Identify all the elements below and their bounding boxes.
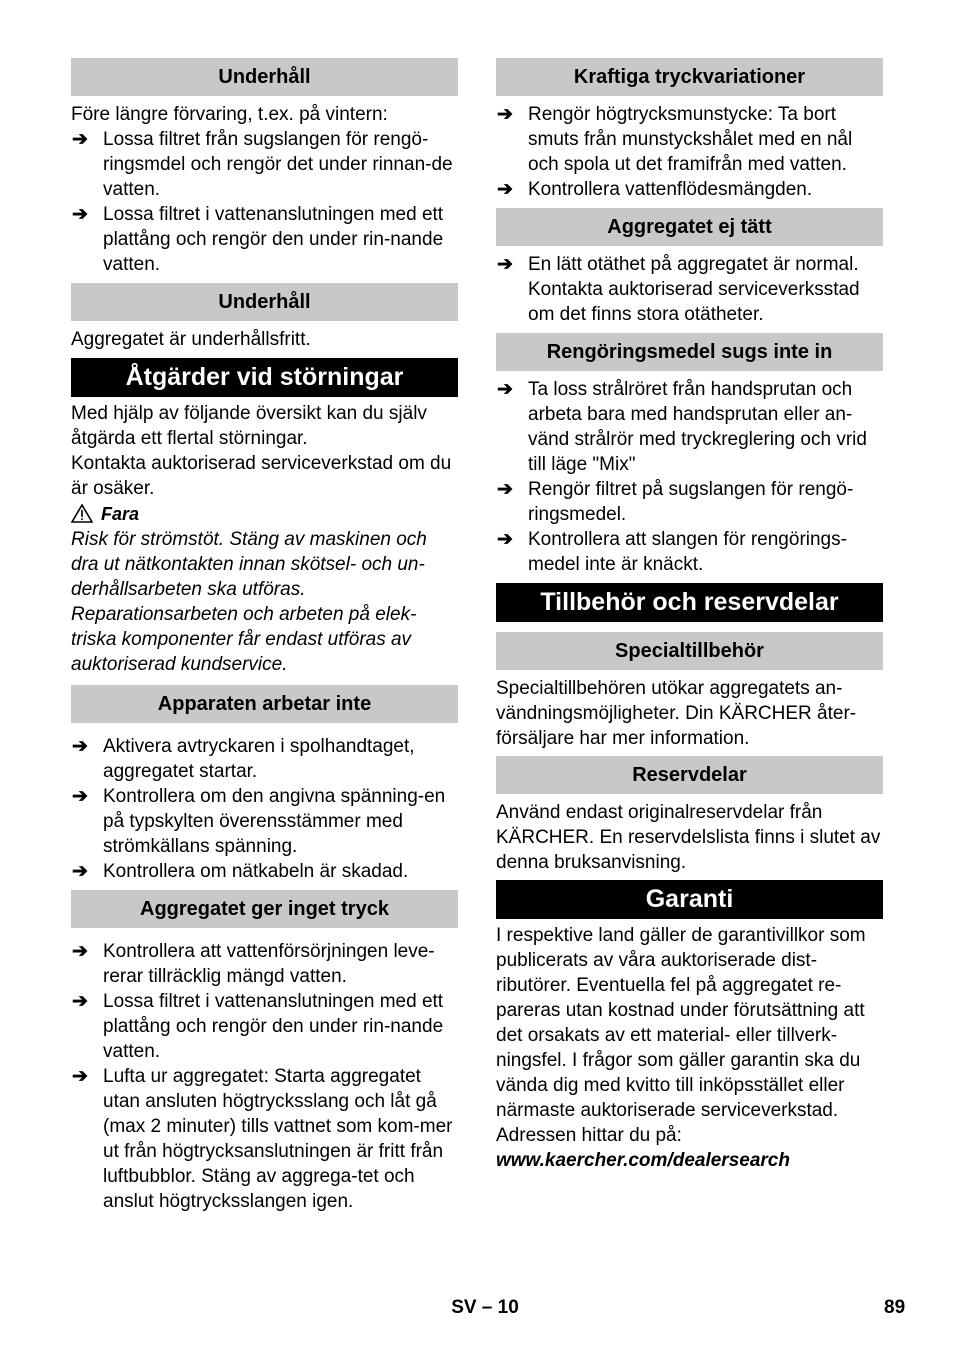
- list-item: ➔ Lossa filtret från sugslangen för rengö-ringsmdel och rengör det under rinnan-de vatten.: [72, 129, 453, 200]
- garanti-text: I respektive land gäller de garantivillkor som publicerats av våra auktoriserade dist-ributörer. Eventuella fel på aggregatet re-pareras utan kostnad under förutsättning att det orsakats av ett material- eller tillverk-ningsfel. I frågor som gäller garantin ska du vända dig med kvitto till inköpsstället eller närmaste auktoriserade serviceverkstad. Adressen hittar du på:: [496, 925, 866, 1146]
- list-item: ➔ Kontrollera att vattenförsörjningen leve-rerar tillräcklig mängd vatten.: [72, 941, 435, 987]
- heading-rengoring: Rengöringsmedel sugs inte in: [496, 333, 883, 371]
- arrow-icon: ➔: [72, 861, 88, 882]
- rengoring-list: [496, 377, 883, 577]
- heading-kraftiga: Kraftiga tryckvariationer: [496, 58, 883, 96]
- underhall-text: Aggregatet är underhållsfritt.: [71, 329, 311, 350]
- heading-apparaten: Apparaten arbetar inte: [71, 685, 458, 723]
- specialtillbehor-text: Specialtillbehören utökar aggregatets an-vändningsmöjligheter. Din KÄRCHER åter-försäljare har mer information.: [496, 678, 857, 749]
- list-item: ➔ Aktivera avtryckaren i spolhandtaget, aggregatet startar.: [72, 736, 415, 782]
- warning-text-1: Risk för strömstöt. Stäng av maskinen och dra ut nätkontakten innan skötsel- och un-derhållsarbeten ska utföras.: [71, 529, 427, 600]
- list-item: ➔ Lossa filtret i vattenanslutningen med ett plattång och rengör den under rin-nande vatten.: [72, 204, 444, 275]
- heading-specialtillbehor: Specialtillbehör: [496, 632, 883, 670]
- footer-section-label: SV – 10: [451, 1297, 519, 1318]
- arrow-icon: ➔: [497, 379, 513, 400]
- heading-tillbehor: Tillbehör och reservdelar: [496, 583, 883, 622]
- atgarder-p2: Kontakta auktoriserad serviceverkstad om du är osäker.: [71, 453, 452, 499]
- warning-triangle-icon: [71, 504, 93, 523]
- list-item: ➔ Rengör högtrycksmunstycke: Ta bort smuts från munstyckshålet med en nål och spola ut det framifrån med vatten.: [497, 104, 853, 175]
- heading-garanti: Garanti: [496, 880, 883, 919]
- list-item: ➔ Kontrollera om den angivna spänning-en på typskylten överensstämmer med strömkällans spänning.: [72, 786, 446, 857]
- atgarder-p1: Med hjälp av följande översikt kan du själv åtgärda ett flertal störningar.: [71, 403, 427, 449]
- arrow-icon: ➔: [72, 129, 88, 150]
- arrow-icon: ➔: [72, 786, 88, 807]
- list-item: ➔ Rengör filtret på sugslangen för rengö-ringsmedel.: [497, 479, 854, 525]
- arrow-icon: ➔: [72, 941, 88, 962]
- warning-title: Fara: [71, 501, 458, 527]
- dealersearch-link[interactable]: www.kaercher.com/dealersearch: [496, 1150, 790, 1171]
- heading-atgarder: Åtgärder vid störningar: [71, 358, 458, 397]
- arrow-icon: ➔: [72, 204, 88, 225]
- apparaten-list: [71, 734, 458, 884]
- kraftiga-list: [496, 102, 883, 202]
- list-item: ➔ Kontrollera vattenflödesmängden.: [497, 179, 813, 200]
- arrow-icon: ➔: [497, 479, 513, 500]
- arrow-icon: ➔: [497, 179, 513, 200]
- list-item: ➔ Kontrollera om nätkabeln är skadad.: [72, 861, 409, 882]
- heading-underhall-1: Underhåll: [71, 58, 458, 96]
- list-item: ➔ Lufta ur aggregatet: Starta aggregatet utan ansluten högtrycksslang och låt gå (max 2 minuter) tills vattnet som kom-mer ut från högtrycksanslutningen är fritt från luftbubblor. Stäng av aggrega-tet och anslut högtrycksslangen igen.: [72, 1066, 453, 1212]
- heading-ejtatt: Aggregatet ej tätt: [496, 208, 883, 246]
- page-number: 89: [884, 1297, 906, 1318]
- list-item: ➔ En lätt otäthet på aggregatet är normal. Kontakta auktoriserad serviceverksstad om det finns stora otätheter.: [497, 254, 860, 325]
- warning-text-2: Reparationsarbeten och arbeten på elek-triska komponenter får endast utföras av auktoriserad kundservice.: [71, 604, 417, 675]
- heading-underhall-2: Underhåll: [71, 283, 458, 321]
- list-item: ➔ Lossa filtret i vattenanslutningen med ett plattång och rengör den under rin-nande vatten.: [72, 991, 444, 1062]
- list-item: ➔ Ta loss strålröret från handsprutan och arbeta bara med handsprutan eller an-vänd strålrör med tryckreglering och vrid till läge "Mix": [497, 379, 867, 475]
- ejtatt-list: [496, 252, 883, 327]
- underhall-list: [71, 127, 458, 277]
- tryck-list: [71, 939, 458, 1214]
- arrow-icon: ➔: [497, 529, 513, 550]
- arrow-icon: ➔: [72, 991, 88, 1012]
- reservdelar-text: Använd endast originalreservdelar från KÄRCHER. En reservdelslista finns i slutet av denna bruksanvisning.: [496, 802, 881, 873]
- left-column: [71, 58, 458, 1214]
- arrow-icon: ➔: [497, 104, 513, 125]
- heading-reservdelar: Reservdelar: [496, 756, 883, 794]
- heading-tryck: Aggregatet ger inget tryck: [71, 890, 458, 928]
- right-column: [496, 58, 883, 1173]
- arrow-icon: ➔: [72, 1066, 88, 1087]
- list-item: ➔ Kontrollera att slangen för rengörings-medel inte är knäckt.: [497, 529, 847, 575]
- underhall-intro: Före längre förvaring, t.ex. på vintern:: [71, 104, 388, 125]
- arrow-icon: ➔: [497, 254, 513, 275]
- arrow-icon: ➔: [72, 736, 88, 757]
